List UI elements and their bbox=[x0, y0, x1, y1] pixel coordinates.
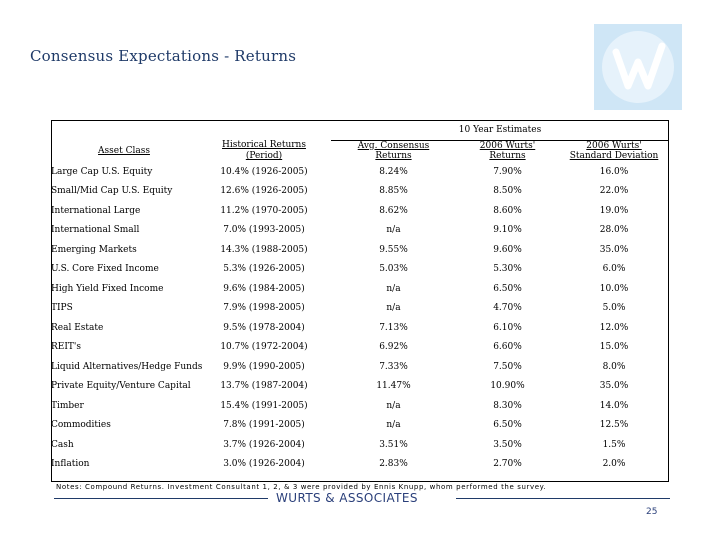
table-row bbox=[51, 396, 669, 416]
returns-cell: 10.90% bbox=[490, 381, 525, 392]
historical-cell: 14.3% (1988-2005) bbox=[220, 244, 308, 255]
std-dev-cell: 16.0% bbox=[599, 166, 629, 177]
historical-cell: 11.2% (1970-2005) bbox=[220, 205, 308, 216]
returns-cell: 3.50% bbox=[493, 439, 522, 450]
consensus-cell: n/a bbox=[386, 303, 401, 314]
std-dev-cell: 8.0% bbox=[602, 361, 626, 372]
asset-class-cell: TIPS bbox=[51, 303, 73, 314]
table-row bbox=[51, 455, 669, 475]
returns-cell: 4.70% bbox=[493, 303, 522, 314]
returns-table bbox=[51, 120, 669, 474]
returns-cell: 5.30% bbox=[493, 264, 522, 275]
table-row bbox=[51, 240, 669, 260]
table-row bbox=[51, 279, 669, 299]
returns-cell: 9.10% bbox=[493, 225, 522, 236]
returns-cell: 6.60% bbox=[493, 342, 522, 353]
std-dev-cell: 22.0% bbox=[599, 186, 629, 197]
historical-cell: 12.6% (1926-2005) bbox=[220, 186, 308, 197]
std-dev-cell: 10.0% bbox=[599, 283, 629, 294]
historical-cell: 3.0% (1926-2004) bbox=[223, 459, 305, 470]
header-wurts-returns: 2006 Wurts' Returns bbox=[479, 140, 536, 162]
std-dev-cell: 6.0% bbox=[602, 264, 626, 275]
std-dev-cell: 1.5% bbox=[602, 439, 626, 450]
asset-class-cell: REIT's bbox=[51, 342, 81, 353]
table-row bbox=[51, 299, 669, 319]
table-row bbox=[51, 338, 669, 358]
returns-cell: 6.50% bbox=[493, 420, 522, 431]
header-historical-returns: Historical Returns (Period) bbox=[222, 140, 306, 162]
table-row bbox=[51, 416, 669, 436]
consensus-cell: n/a bbox=[386, 283, 401, 294]
consensus-cell: 7.33% bbox=[379, 361, 408, 372]
header-consensus-returns: Avg. Consensus Returns bbox=[357, 140, 430, 162]
std-dev-cell: 35.0% bbox=[599, 381, 629, 392]
asset-class-cell: Large Cap U.S. Equity bbox=[51, 166, 153, 177]
asset-class-cell: U.S. Core Fixed Income bbox=[51, 264, 159, 275]
returns-cell: 9.60% bbox=[493, 244, 522, 255]
historical-cell: 7.8% (1991-2005) bbox=[223, 420, 305, 431]
historical-cell: 13.7% (1987-2004) bbox=[220, 381, 308, 392]
asset-class-cell: High Yield Fixed Income bbox=[51, 283, 164, 294]
estimates-group-row bbox=[51, 120, 669, 140]
consensus-cell: n/a bbox=[386, 420, 401, 431]
table-row bbox=[51, 377, 669, 397]
asset-class-cell: Small/Mid Cap U.S. Equity bbox=[51, 186, 173, 197]
consensus-cell: 3.51% bbox=[379, 439, 408, 450]
std-dev-cell: 19.0% bbox=[599, 205, 629, 216]
table-row bbox=[51, 357, 669, 377]
consensus-cell: 8.24% bbox=[379, 166, 408, 177]
asset-class-cell: Cash bbox=[51, 439, 74, 450]
column-header-row bbox=[51, 140, 669, 162]
returns-cell: 7.90% bbox=[493, 166, 522, 177]
table-row bbox=[51, 260, 669, 280]
table-row bbox=[51, 318, 669, 338]
consensus-cell: 6.92% bbox=[379, 342, 408, 353]
asset-class-cell: Liquid Alternatives/Hedge Funds bbox=[51, 361, 203, 372]
asset-class-cell: Real Estate bbox=[51, 322, 104, 333]
returns-cell: 2.70% bbox=[493, 459, 522, 470]
consensus-cell: 2.83% bbox=[379, 459, 408, 470]
historical-cell: 5.3% (1926-2005) bbox=[223, 264, 305, 275]
consensus-cell: 11.47% bbox=[376, 381, 411, 392]
std-dev-cell: 14.0% bbox=[599, 400, 629, 411]
historical-cell: 10.4% (1926-2005) bbox=[220, 166, 308, 177]
asset-class-cell: Private Equity/Venture Capital bbox=[51, 381, 191, 392]
asset-class-cell: Commodities bbox=[51, 420, 111, 431]
consensus-cell: 9.55% bbox=[379, 244, 408, 255]
returns-cell: 8.60% bbox=[493, 205, 522, 216]
asset-class-cell: Inflation bbox=[51, 459, 90, 470]
historical-cell: 7.0% (1993-2005) bbox=[223, 225, 305, 236]
table-row bbox=[51, 435, 669, 455]
table-row bbox=[51, 201, 669, 221]
historical-cell: 9.6% (1984-2005) bbox=[223, 283, 305, 294]
footer-rule-right bbox=[456, 498, 670, 499]
consensus-cell: 5.03% bbox=[379, 264, 408, 275]
asset-class-cell: International Large bbox=[51, 205, 141, 216]
std-dev-cell: 2.0% bbox=[602, 459, 626, 470]
asset-class-cell: International Small bbox=[51, 225, 140, 236]
page-number: 25 bbox=[646, 507, 658, 517]
footer-rule-left bbox=[54, 498, 268, 499]
returns-cell: 6.10% bbox=[493, 322, 522, 333]
returns-cell: 8.50% bbox=[493, 186, 522, 197]
std-dev-cell: 12.5% bbox=[599, 420, 629, 431]
returns-cell: 7.50% bbox=[493, 361, 522, 372]
page-title: Consensus Expectations - Returns bbox=[30, 47, 297, 65]
consensus-cell: n/a bbox=[386, 400, 401, 411]
table-notes: Notes: Compound Returns. Investment Consultant 1, 2, & 3 were provided by Ennis Knupp, whom performed the survey. bbox=[56, 483, 547, 491]
std-dev-cell: 15.0% bbox=[599, 342, 629, 353]
historical-cell: 3.7% (1926-2004) bbox=[223, 439, 305, 450]
header-wurts-std-dev: 2006 Wurts' Standard Deviation bbox=[569, 140, 659, 162]
table-row bbox=[51, 221, 669, 241]
consensus-cell: 8.85% bbox=[379, 186, 408, 197]
std-dev-cell: 5.0% bbox=[602, 303, 626, 314]
consensus-cell: 8.62% bbox=[379, 205, 408, 216]
std-dev-cell: 28.0% bbox=[599, 225, 629, 236]
consensus-cell: 7.13% bbox=[379, 322, 408, 333]
logo-icon bbox=[594, 24, 682, 110]
consensus-cell: n/a bbox=[386, 225, 401, 236]
table-row bbox=[51, 162, 669, 182]
asset-class-cell: Timber bbox=[51, 400, 84, 411]
returns-cell: 6.50% bbox=[493, 283, 522, 294]
returns-cell: 8.30% bbox=[493, 400, 522, 411]
wurts-logo bbox=[594, 24, 682, 110]
historical-cell: 10.7% (1972-2004) bbox=[220, 342, 308, 353]
historical-cell: 15.4% (1991-2005) bbox=[220, 400, 308, 411]
historical-cell: 7.9% (1998-2005) bbox=[223, 303, 305, 314]
table-row bbox=[51, 182, 669, 202]
std-dev-cell: 12.0% bbox=[599, 322, 629, 333]
header-asset-class: Asset Class bbox=[98, 145, 150, 156]
footer-brand: WURTS & ASSOCIATES bbox=[276, 491, 418, 505]
historical-cell: 9.9% (1990-2005) bbox=[223, 361, 305, 372]
asset-class-cell: Emerging Markets bbox=[51, 244, 137, 255]
estimates-group-header: 10 Year Estimates bbox=[331, 120, 669, 140]
std-dev-cell: 35.0% bbox=[599, 244, 629, 255]
historical-cell: 9.5% (1978-2004) bbox=[223, 322, 305, 333]
